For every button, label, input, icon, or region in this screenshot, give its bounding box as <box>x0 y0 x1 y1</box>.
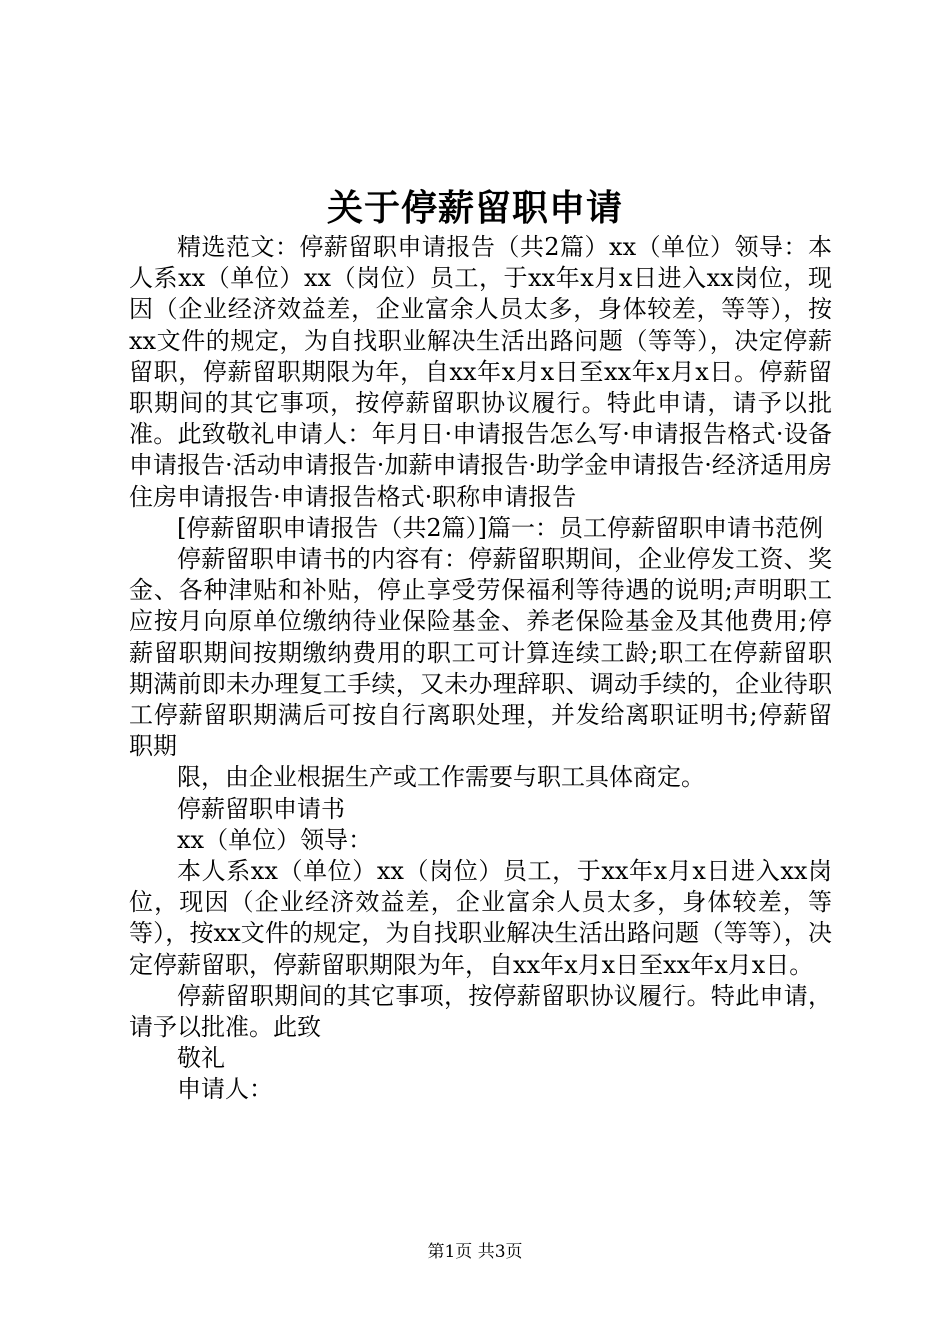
paragraph-closing: 停薪留职期间的其它事项，按停薪留职协议履行。特此申请，请予以批准。此致 <box>129 981 832 1042</box>
paragraph-salutation: xx（单位）领导： <box>177 825 373 854</box>
paragraph-letter-body: 本人系xx（单位）xx（岗位）员工，于xx年x月x日进入xx岗位，现因（企业经济效益差，企业富余人员太多，身体较差，等等），按xx文件的规定，为自找职业解决生活出路问题（等等），决定停薪留职，停薪留职期限为年，自xx年x月x日至xx年x月x日。 <box>129 857 832 979</box>
paragraph-regards: 敬礼 <box>177 1044 225 1073</box>
paragraph-applicant: 申请人： <box>177 1075 273 1104</box>
paragraph-term: 限，由企业根据生产或工作需要与职工具体商定。 <box>177 763 705 792</box>
paragraph-section-heading: [停薪留职申请报告（共2篇）]篇一：员工停薪留职申请书范例 <box>177 513 823 542</box>
paragraph-intro: 精选范文：停薪留职申请报告（共2篇）xx（单位）领导：本人系xx（单位）xx（岗位）员工，于xx年x月x日进入xx岗位，现因（企业经济效益差，企业富余人员太多，身体较差，等等），按xx文件的规定，为自找职业解决生活出路问题（等等），决定停薪留职，停薪留职期限为年，自xx年x月x日至xx年x月x日。停薪留职期间的其它事项，按停薪留职协议履行。特此申请，请予以批准。此致敬礼申请人：年月日·申请报告怎么写·申请报告格式·设备申请报告·活动申请报告·加薪申请报告·助学金申请报告·经济适用房住房申请报告·申请报告格式·职称申请报告 <box>129 233 832 511</box>
paragraph-contents: 停薪留职申请书的内容有：停薪留职期间，企业停发工资、奖金、各种津贴和补贴，停止享受劳保福利等待遇的说明;声明职工应按月向原单位缴纳待业保险基金、养老保险基金及其他费用;停薪留职期间按期缴纳费用的职工可计算连续工龄;职工在停薪留职期满前即未办理复工手续，又未办理辞职、调动手续的，企业待职工停薪留职期满后可按自行离职处理，并发给离职证明书;停薪留职期 <box>129 545 832 761</box>
document-title: 关于停薪留职申请 <box>326 187 623 229</box>
document-body <box>129 232 832 1106</box>
page-footer: 第1页 共3页 <box>427 1242 523 1262</box>
paragraph-letter-title: 停薪留职申请书 <box>177 794 345 823</box>
